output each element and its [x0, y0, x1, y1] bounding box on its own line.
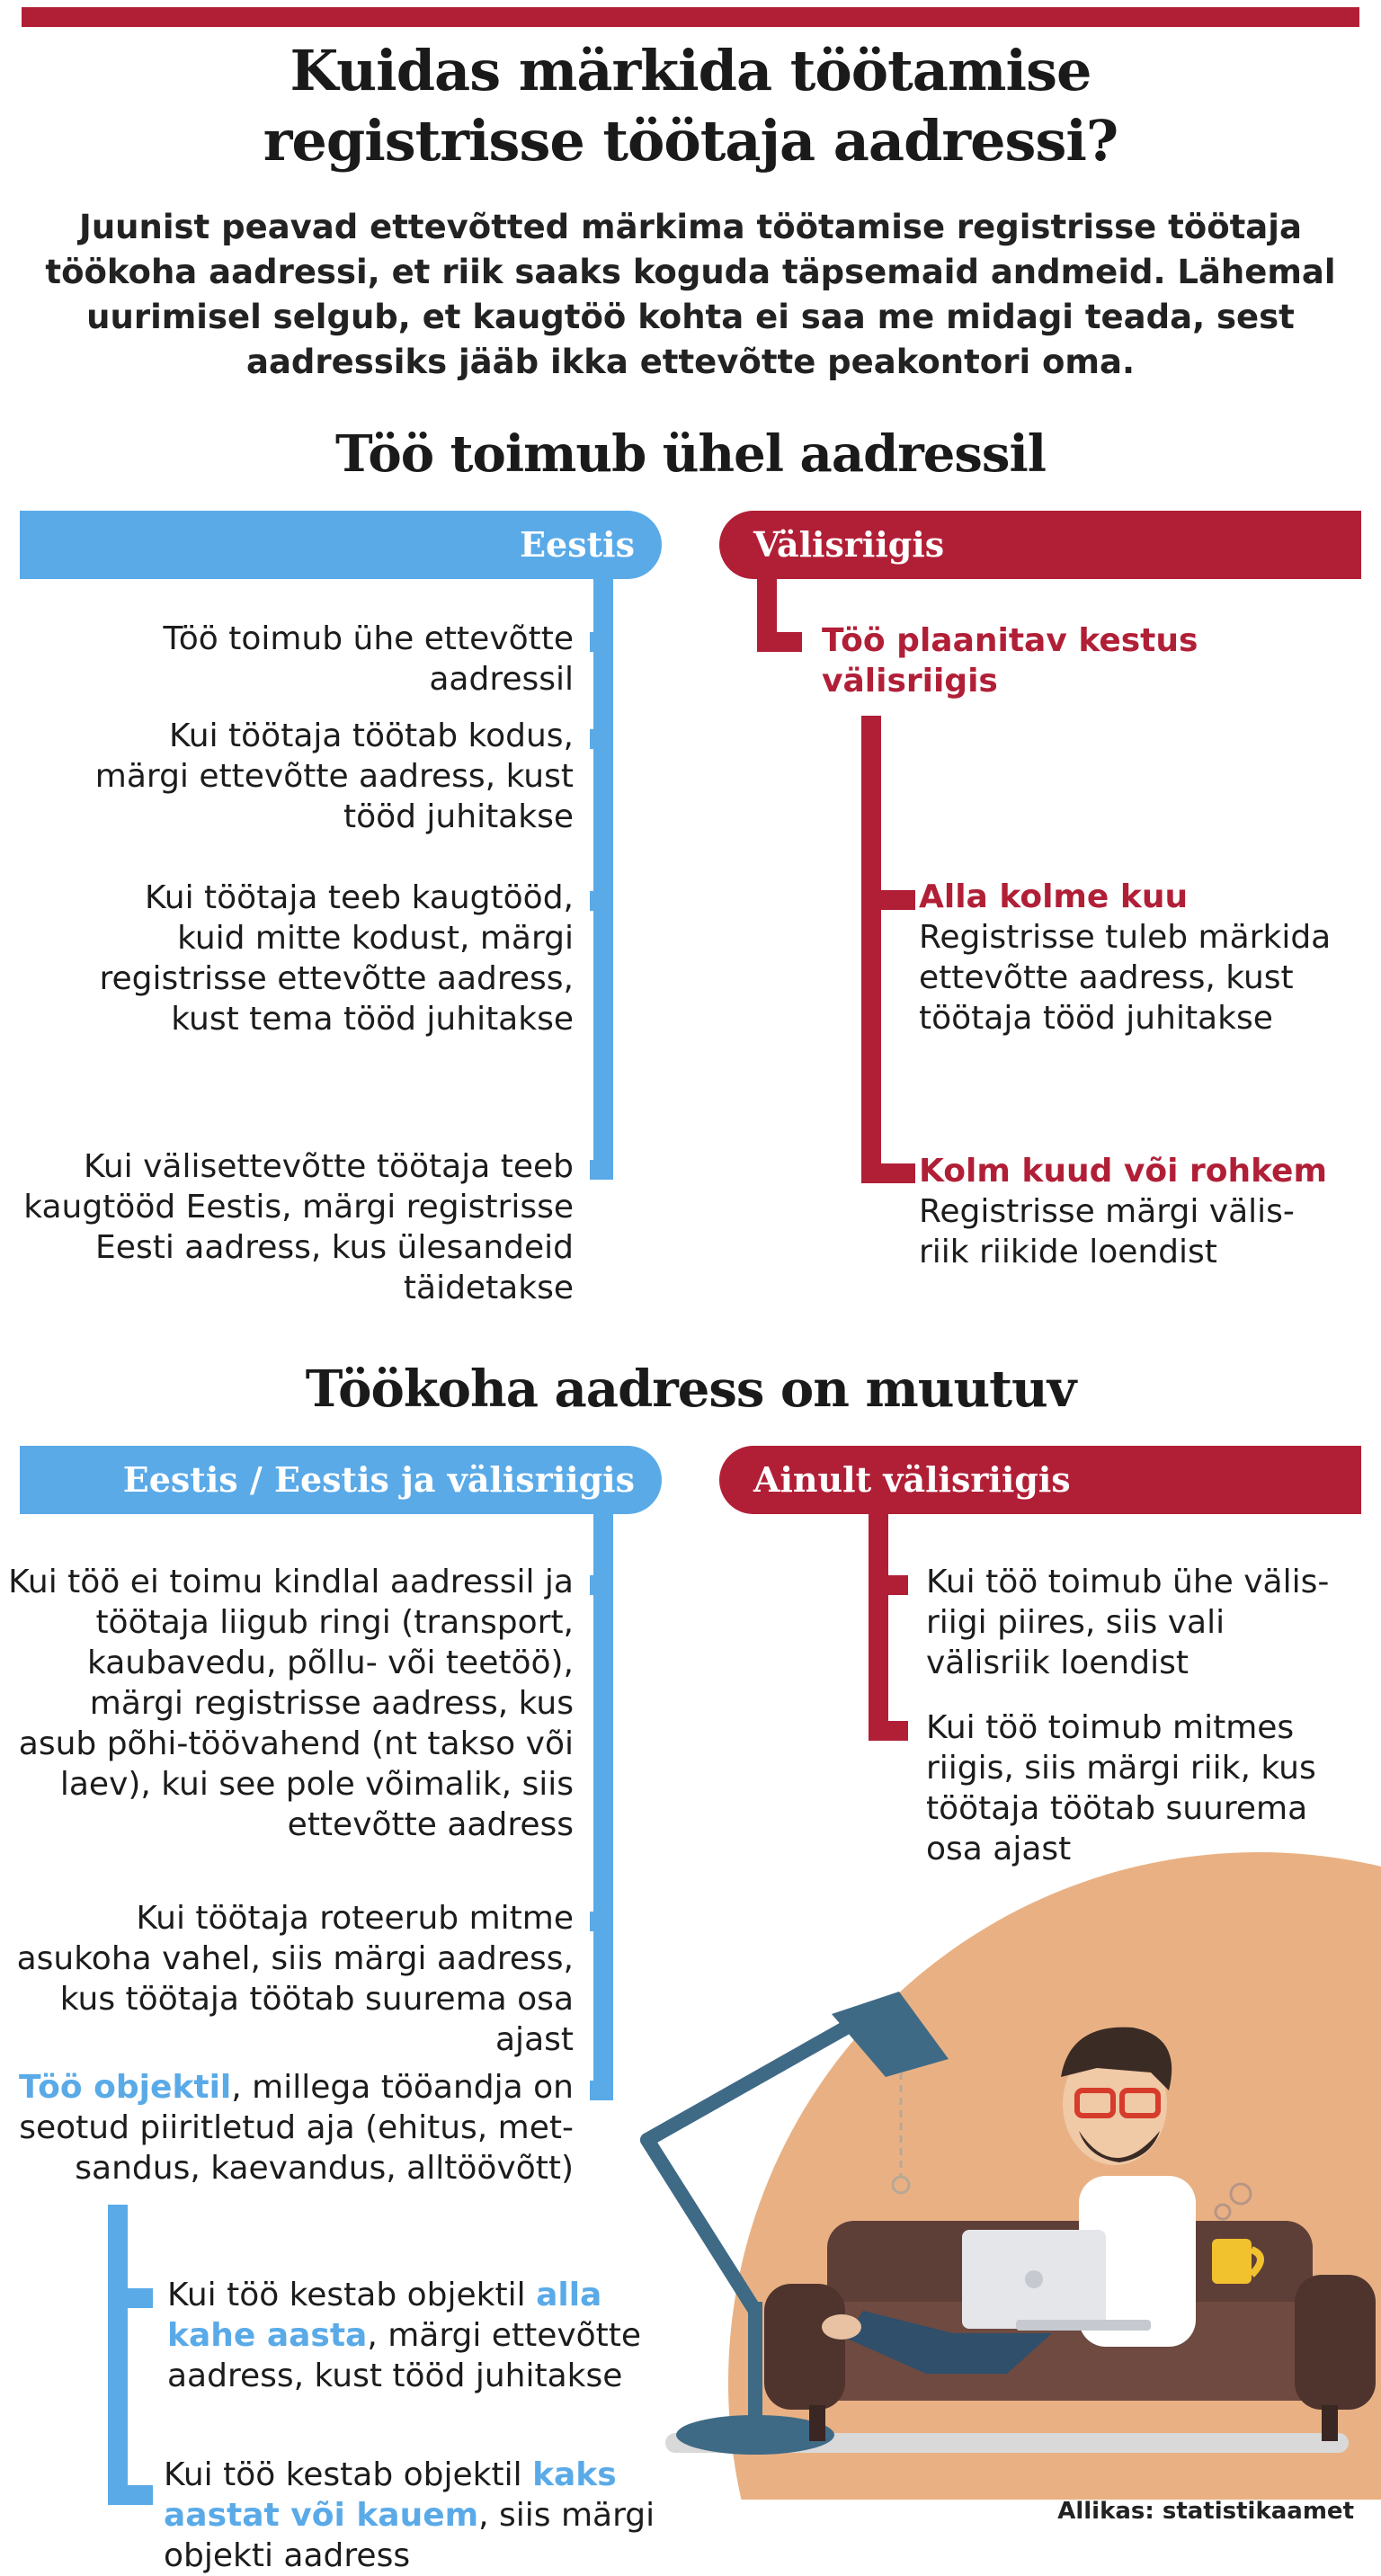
connector-tick — [590, 1912, 613, 1931]
connector-tick — [861, 890, 915, 910]
connector-tick — [590, 2081, 613, 2100]
section2-sub-item-1 — [167, 2275, 671, 2396]
section1-left-item-3: Kui töötaja teeb kaugtööd, kuid mitte kodust, märgi registrisse ettevõtte aadress, kust tema tööd juhitakse — [99, 879, 574, 1038]
section1-right-connector — [861, 716, 881, 1183]
section1-right-label: Välisriigis — [719, 511, 1361, 579]
section1-right-item-1 — [919, 877, 1332, 1038]
right-item-2-head: Kolm kuud või rohkem — [919, 1153, 1327, 1190]
section2-sub-connector — [108, 2205, 128, 2503]
sub-item-2-highlight: kaks aastat või kauem — [164, 2456, 617, 2534]
sub-item-1-highlight: alla kahe aasta — [167, 2277, 602, 2354]
section2-left-item-object — [16, 2067, 574, 2188]
section1-left-item-1: Töö toimub ühe ettevõtte aadressil — [163, 620, 574, 698]
sub-item-1-post: , märgi ettevõtte aadress, kust tööd juhitakse — [167, 2317, 642, 2394]
section2-heading: Töökoha aadress on muutuv — [305, 1359, 1076, 1419]
intro-paragraph: Juunist peavad ettevõtted märkima töötamise registrisse töötaja töökoha aadressi, et riik saaks koguda täpsemaid andmeid. Lähemal uurimisel selgub, et kaugtöö kohta ei saa me midagi teada, sest aadressiks jääb ikka ettevõtte peakontori oma. — [45, 208, 1336, 381]
connector-tick — [108, 2288, 153, 2308]
section2-left-label: Eestis / Eestis ja välisriigis — [20, 1446, 662, 1514]
section1-heading: Töö toimub ühel aadressil — [334, 424, 1047, 484]
section1-right-item-2 — [919, 1151, 1332, 1272]
section2-right-label: Ainult välisriigis — [719, 1446, 1361, 1514]
sub-item-2-pre: Kui töö kestab objektil — [164, 2456, 533, 2493]
object-text: , millega tööandja on seotud piiritletud aja (ehitus, met-sandus, kaevandus, alltöövõtt) — [19, 2069, 574, 2187]
object-highlight: Töö objektil — [19, 2069, 232, 2106]
connector-tick — [861, 1163, 915, 1183]
connector-tick — [869, 1721, 908, 1741]
connector-tick — [590, 1575, 613, 1595]
connector-tick — [108, 2485, 153, 2505]
section1-right-head: Töö plaanitav kestus välisriigis — [822, 622, 1198, 700]
section2-left-item-2: Kui töötaja roteerub mitme asukoha vahel, siis märgi aadress, kus töötaja töötab suurema osa ajast — [16, 1900, 574, 2058]
connector-tick — [757, 632, 802, 652]
section2-left-connector — [593, 1511, 613, 2100]
section2-right-item-1: Kui töö toimub ühe välis-riigi piires, siis vali välisriik loendist — [926, 1564, 1330, 1681]
section2-right-item-2: Kui töö toimub mitmes riigis, siis märgi riik, kus töötaja töötab suurema osa ajast — [926, 1709, 1316, 1867]
section1-left-item-2: Kui töötaja töötab kodus, märgi ettevõtte aadress, kust tööd juhitakse — [94, 718, 574, 835]
right-item-1-head: Alla kolme kuu — [919, 878, 1189, 915]
connector-tick — [590, 891, 613, 911]
connector-tick — [590, 632, 613, 652]
laptop-sofa-illustration — [629, 1834, 1381, 2500]
section1-left-item-4: Kui välisettevõtte töötaja teeb kaugtööd Eestis, märgi registrisse Eesti aadress, kus ülesandeid täidetakse — [23, 1148, 574, 1306]
section2-left-item-1: Kui töö ei toimu kindlal aadressil ja töötaja liigub ringi (transport, kaubavedu, põllu- või teetöö), märgi registrisse aadress, kus asub põhi-töövahend (nt takso või laev), kui see pole võimalik, siis ettevõtte aadress — [8, 1564, 574, 1843]
title-line-2: registrisse töötaja aadressi? — [263, 108, 1118, 174]
section1-left-connector — [593, 575, 613, 1180]
connector-tick — [869, 1575, 908, 1595]
right-item-2-text: Registrisse märgi välis-riik riikide loendist — [919, 1193, 1295, 1270]
top-accent-bar — [22, 7, 1359, 27]
sub-item-1-pre: Kui töö kestab objektil — [167, 2277, 537, 2313]
sub-item-2-post: , siis märgi objekti aadress — [164, 2497, 655, 2574]
connector-tick — [590, 729, 613, 749]
section1-left-label: Eestis — [20, 511, 662, 579]
right-item-1-text: Registrisse tuleb märkida ettevõtte aadress, kust töötaja tööd juhitakse — [919, 919, 1332, 1037]
connector-tick — [590, 1160, 613, 1180]
page-title — [0, 36, 1381, 176]
source-credit: Allikas: statistikaamet — [1057, 2498, 1354, 2525]
title-line-1: Kuidas märkida töötamise — [290, 38, 1091, 103]
section2-right-connector — [869, 1514, 888, 1741]
